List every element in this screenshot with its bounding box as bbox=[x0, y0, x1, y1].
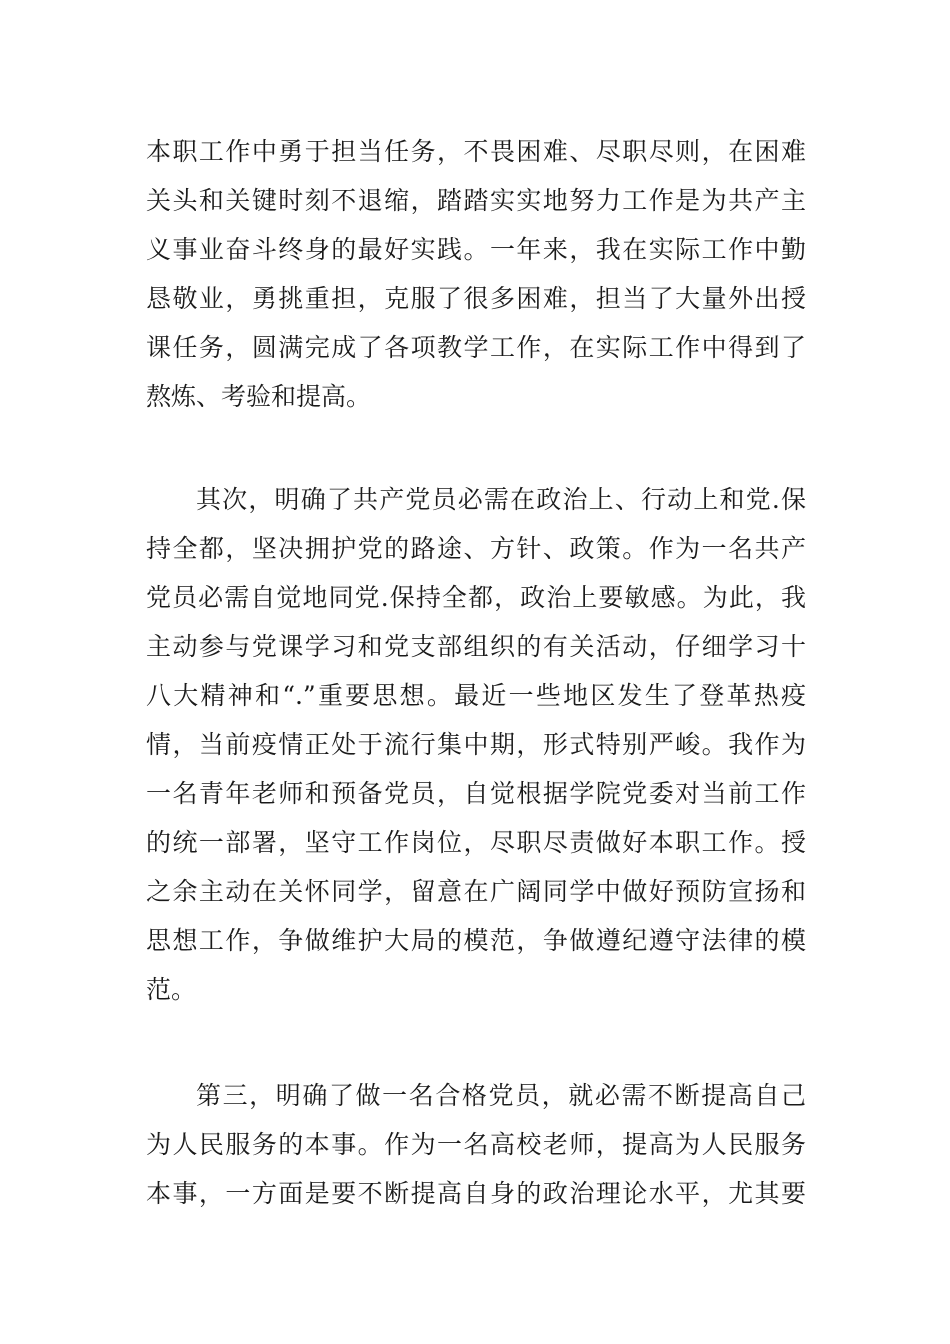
paragraph-1-line-3: 义事业奋斗终身的最好实践。一年来，我在实际工作中勤 bbox=[146, 235, 806, 264]
paragraph-1-line-1: 本职工作中勇于担当任务，不畏困难、尽职尽则，在困难 bbox=[146, 137, 806, 166]
paragraph-1-line-2: 关头和关键时刻不退缩，踏踏实实地努力工作是为共产主 bbox=[146, 186, 806, 215]
paragraph-2-line-4: 主动参与党课学习和党支部组织的有关活动，仔细学习十 bbox=[146, 632, 806, 661]
paragraph-2-line-8: 的统一部署，坚守工作岗位，尽职尽责做好本职工作。授 bbox=[146, 828, 806, 857]
paragraph-2-line-3: 党员必需自觉地同党.保持全都，政治上要敏感。为此，我 bbox=[146, 583, 806, 612]
paragraph-2-line-10: 思想工作，争做维护大局的模范，争做遵纪遵守法律的模 bbox=[146, 926, 806, 955]
paragraph-2-line-5: 八大精神和“.”重要思想。最近一些地区发生了登革热疫 bbox=[146, 681, 806, 710]
paragraph-3-line-3: 本事，一方面是要不断提高自身的政治理论水平，尤其要 bbox=[146, 1179, 806, 1208]
paragraph-2-line-9: 之余主动在关怀同学，留意在广阔同学中做好预防宣扬和 bbox=[146, 877, 806, 906]
paragraph-2-line-2: 持全都，坚决拥护党的路途、方针、政策。作为一名共产 bbox=[146, 534, 806, 563]
paragraph-3-line-2: 为人民服务的本事。作为一名高校老师，提高为人民服务 bbox=[146, 1130, 806, 1159]
paragraph-2-line-6: 情，当前疫情正处于流行集中期，形式特别严峻。我作为 bbox=[146, 730, 806, 759]
paragraph-1-line-5: 课任务，圆满完成了各项教学工作，在实际工作中得到了 bbox=[146, 333, 806, 362]
paragraph-1-line-4: 恳敬业，勇挑重担，克服了很多困难，担当了大量外出授 bbox=[146, 284, 806, 313]
paragraph-2-line-1: 其次，明确了共产党员必需在政治上、行动上和党.保 bbox=[196, 485, 806, 514]
paragraph-1-line-6: 熬炼、考验和提高。 bbox=[146, 382, 372, 411]
paragraph-2-line-7: 一名青年老师和预备党员，自觉根据学院党委对当前工作 bbox=[146, 779, 806, 808]
paragraph-2-line-11: 范。 bbox=[146, 975, 197, 1004]
paragraph-3-line-1: 第三，明确了做一名合格党员，就必需不断提高自己 bbox=[196, 1081, 806, 1110]
